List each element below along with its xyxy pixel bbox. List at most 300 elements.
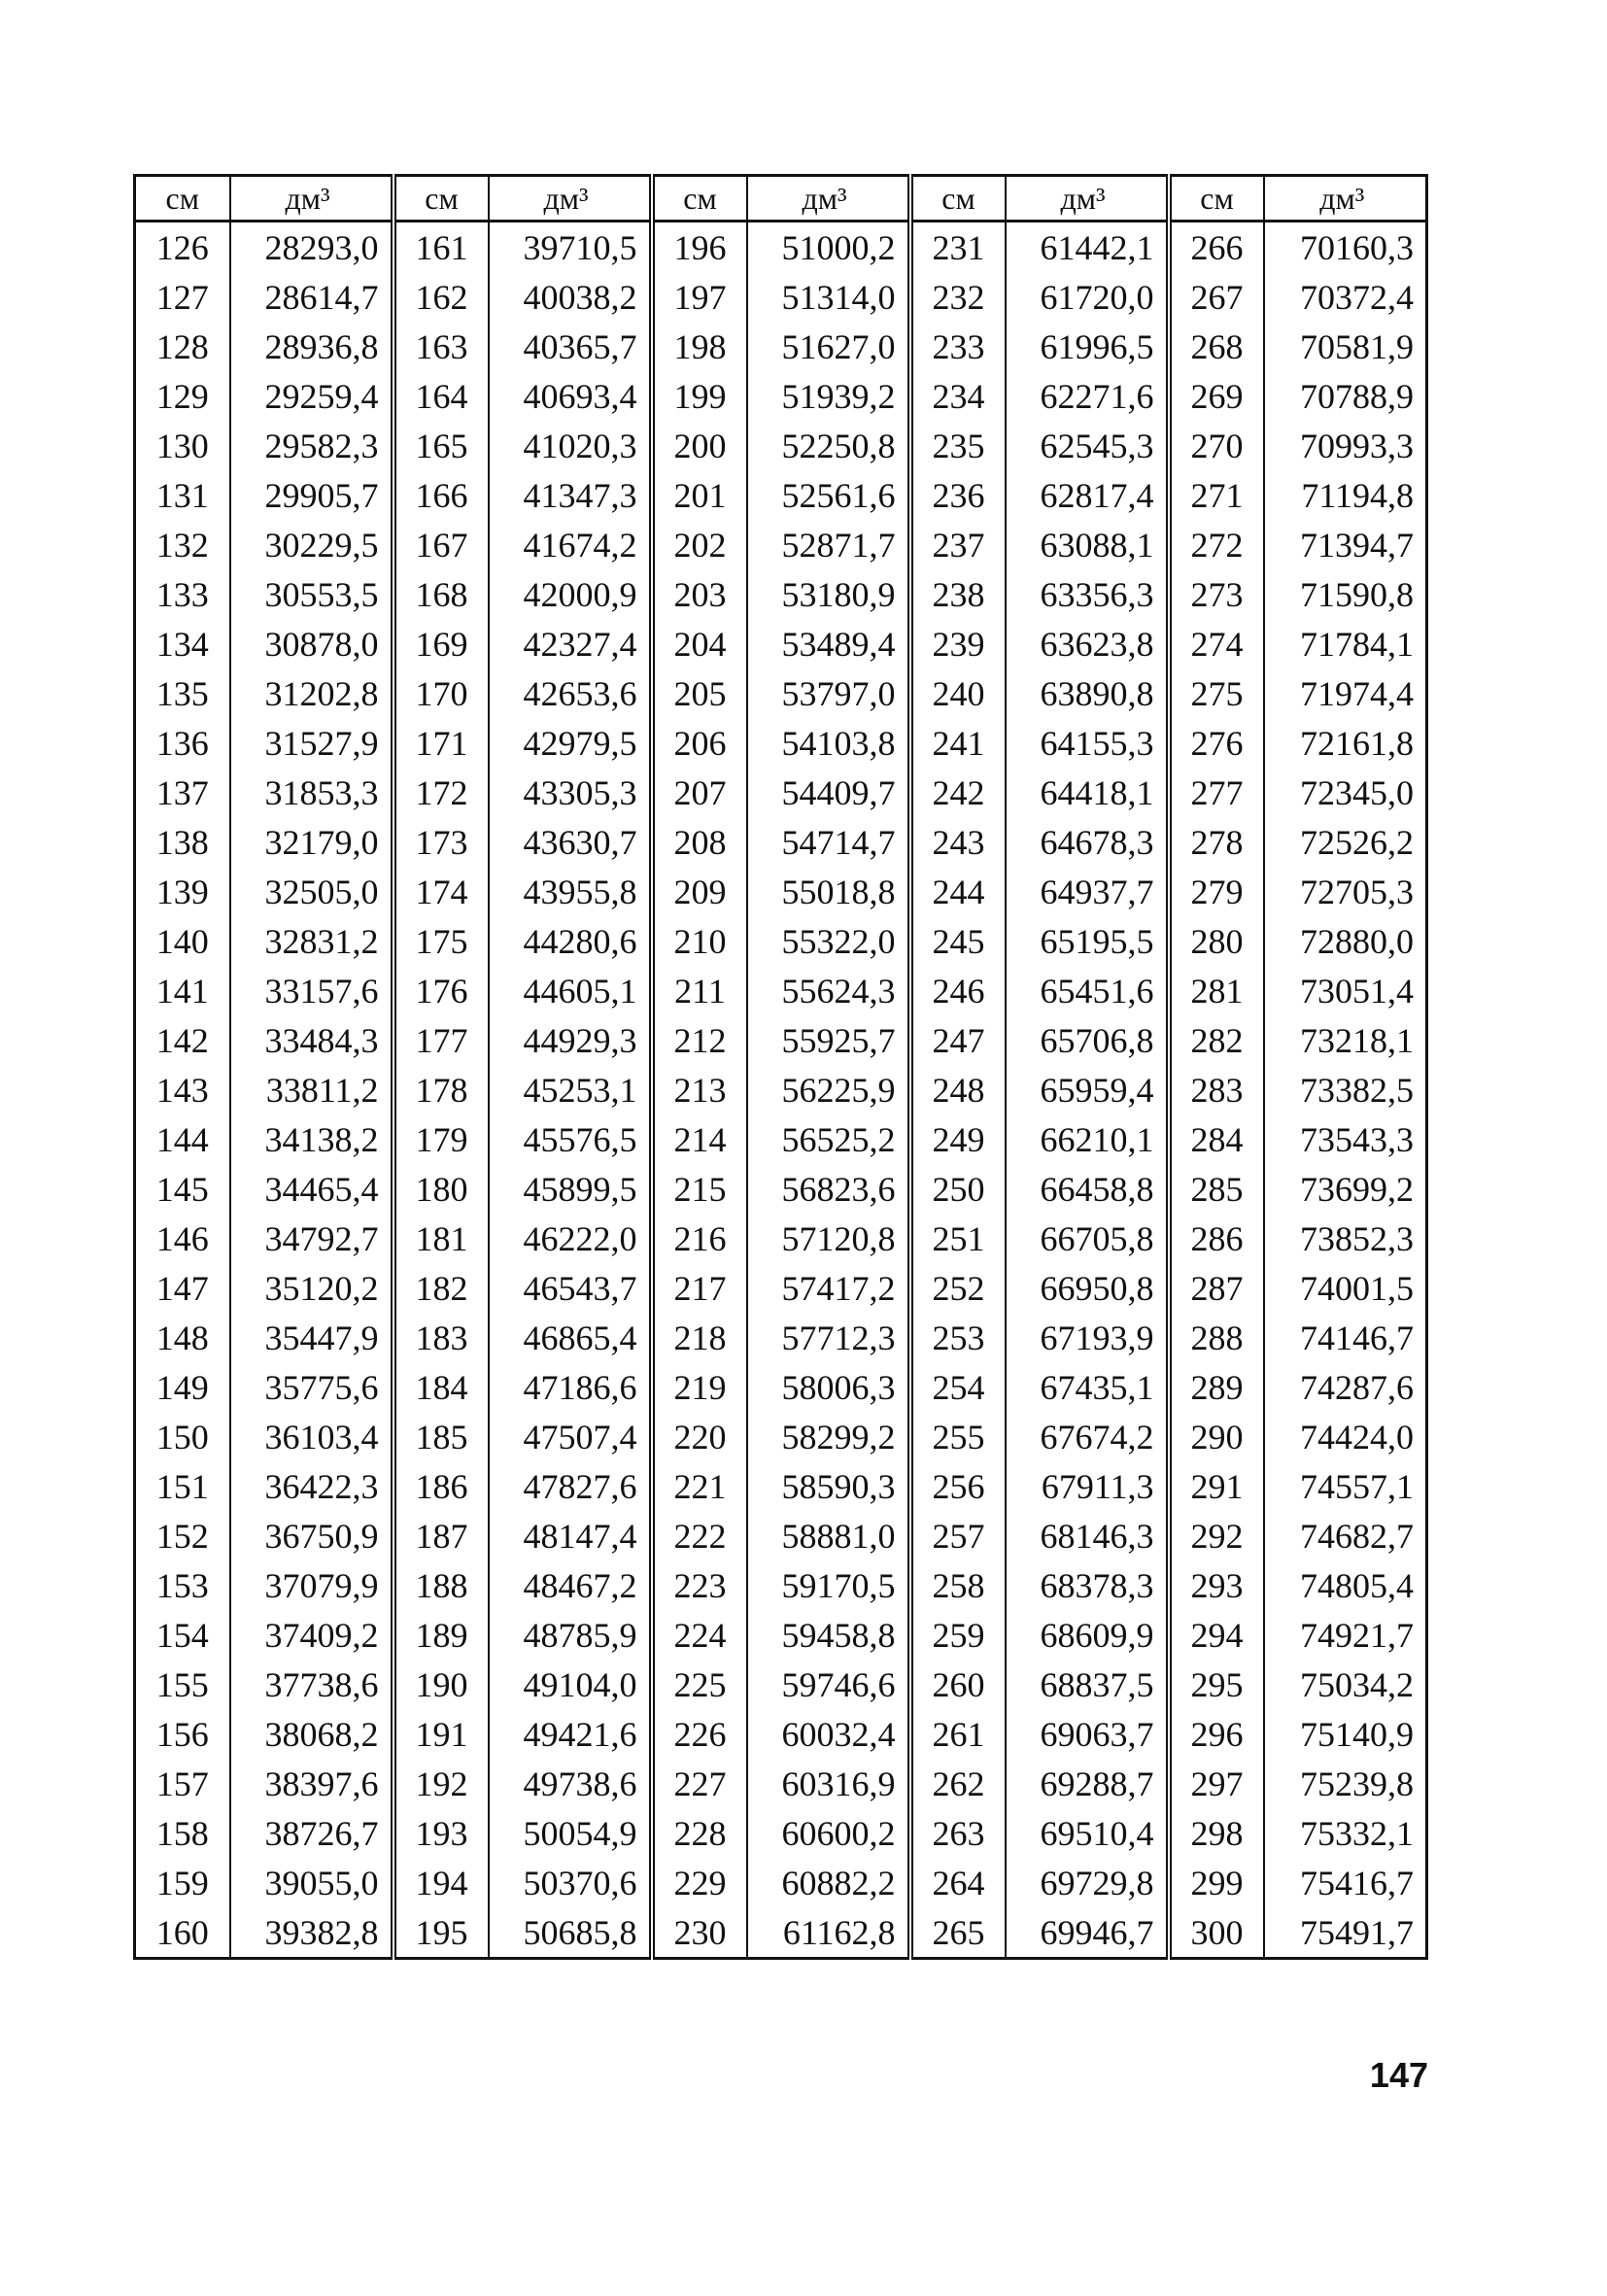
volume-cell: 58299,2	[747, 1412, 910, 1461]
header-cm: см	[910, 176, 1006, 222]
volume-cell: 62271,6	[1006, 371, 1169, 421]
volume-cell: 67435,1	[1006, 1362, 1169, 1412]
volume-cell: 31527,9	[230, 718, 393, 768]
height-cell: 203	[652, 569, 747, 619]
height-cell: 292	[1169, 1511, 1264, 1560]
volume-cell: 43955,8	[489, 867, 652, 916]
header-cm: см	[1169, 176, 1264, 222]
volume-cell: 70788,9	[1264, 371, 1427, 421]
volume-cell: 70160,3	[1264, 222, 1427, 273]
volume-cell: 54103,8	[747, 718, 910, 768]
volume-cell: 32179,0	[230, 817, 393, 867]
height-cell: 216	[652, 1214, 747, 1263]
volume-cell: 68609,9	[1006, 1610, 1169, 1660]
height-cell: 206	[652, 718, 747, 768]
height-cell: 158	[135, 1808, 230, 1858]
volume-cell: 58590,3	[747, 1461, 910, 1511]
volume-cell: 51000,2	[747, 222, 910, 273]
volume-cell: 28614,7	[230, 272, 393, 322]
height-cell: 152	[135, 1511, 230, 1560]
table-row	[135, 272, 1427, 322]
volume-cell: 35447,9	[230, 1313, 393, 1362]
volume-cell: 45899,5	[489, 1164, 652, 1214]
height-cell: 208	[652, 817, 747, 867]
height-cell: 240	[910, 668, 1006, 718]
volume-cell: 49421,6	[489, 1709, 652, 1759]
height-cell: 141	[135, 966, 230, 1015]
volume-cell: 30878,0	[230, 619, 393, 668]
height-cell: 169	[393, 619, 489, 668]
height-cell: 231	[910, 222, 1006, 273]
height-cell: 220	[652, 1412, 747, 1461]
height-cell: 248	[910, 1065, 1006, 1114]
table-row	[135, 1065, 1427, 1114]
volume-cell: 65706,8	[1006, 1015, 1169, 1065]
height-cell: 290	[1169, 1412, 1264, 1461]
volume-cell: 75034,2	[1264, 1660, 1427, 1709]
table-row	[135, 470, 1427, 520]
volume-cell: 59746,6	[747, 1660, 910, 1709]
height-cell: 171	[393, 718, 489, 768]
height-cell: 161	[393, 222, 489, 273]
table-row	[135, 1015, 1427, 1065]
volume-cell: 73543,3	[1264, 1114, 1427, 1164]
volume-cell: 48467,2	[489, 1560, 652, 1610]
volume-cell: 67911,3	[1006, 1461, 1169, 1511]
height-cell: 284	[1169, 1114, 1264, 1164]
volume-cell: 34465,4	[230, 1164, 393, 1214]
height-cell: 265	[910, 1907, 1006, 1959]
height-cell: 174	[393, 867, 489, 916]
volume-cell: 31202,8	[230, 668, 393, 718]
volume-cell: 42327,4	[489, 619, 652, 668]
volume-cell: 39055,0	[230, 1858, 393, 1907]
volume-cell: 69063,7	[1006, 1709, 1169, 1759]
volume-cell: 62817,4	[1006, 470, 1169, 520]
height-cell: 235	[910, 421, 1006, 470]
volume-cell: 46222,0	[489, 1214, 652, 1263]
height-cell: 239	[910, 619, 1006, 668]
height-cell: 230	[652, 1907, 747, 1959]
height-cell: 255	[910, 1412, 1006, 1461]
volume-cell: 44929,3	[489, 1015, 652, 1065]
table-row	[135, 222, 1427, 273]
volume-cell: 70993,3	[1264, 421, 1427, 470]
height-cell: 160	[135, 1907, 230, 1959]
height-cell: 187	[393, 1511, 489, 1560]
height-cell: 130	[135, 421, 230, 470]
volume-cell: 75140,9	[1264, 1709, 1427, 1759]
volume-cell: 40365,7	[489, 322, 652, 371]
height-cell: 155	[135, 1660, 230, 1709]
volume-cell: 48147,4	[489, 1511, 652, 1560]
volume-cell: 59458,8	[747, 1610, 910, 1660]
volume-cell: 72345,0	[1264, 768, 1427, 817]
header-row	[135, 176, 1427, 222]
height-cell: 263	[910, 1808, 1006, 1858]
volume-cell: 32505,0	[230, 867, 393, 916]
header-volume: дм³	[747, 176, 910, 222]
volume-cell: 34792,7	[230, 1214, 393, 1263]
table-row	[135, 520, 1427, 569]
header-volume: дм³	[1264, 176, 1427, 222]
height-cell: 249	[910, 1114, 1006, 1164]
volume-cell: 61162,8	[747, 1907, 910, 1959]
table-row	[135, 867, 1427, 916]
table-row	[135, 569, 1427, 619]
height-cell: 270	[1169, 421, 1264, 470]
height-cell: 135	[135, 668, 230, 718]
page-number: 147	[1369, 2055, 1428, 2095]
height-cell: 193	[393, 1808, 489, 1858]
volume-cell: 52871,7	[747, 520, 910, 569]
height-cell: 211	[652, 966, 747, 1015]
volume-cell: 48785,9	[489, 1610, 652, 1660]
table-header	[135, 176, 1427, 222]
height-cell: 188	[393, 1560, 489, 1610]
volume-cell: 66458,8	[1006, 1164, 1169, 1214]
volume-cell: 70581,9	[1264, 322, 1427, 371]
volume-cell: 29582,3	[230, 421, 393, 470]
volume-cell: 45576,5	[489, 1114, 652, 1164]
volume-cell: 47827,6	[489, 1461, 652, 1511]
height-cell: 293	[1169, 1560, 1264, 1610]
height-cell: 250	[910, 1164, 1006, 1214]
volume-cell: 69946,7	[1006, 1907, 1169, 1959]
volume-cell: 58881,0	[747, 1511, 910, 1560]
volume-cell: 56525,2	[747, 1114, 910, 1164]
height-cell: 243	[910, 817, 1006, 867]
height-cell: 167	[393, 520, 489, 569]
volume-cell: 69729,8	[1006, 1858, 1169, 1907]
volume-cell: 54714,7	[747, 817, 910, 867]
volume-cell: 55322,0	[747, 916, 910, 966]
volume-cell: 49738,6	[489, 1759, 652, 1808]
height-cell: 168	[393, 569, 489, 619]
volume-cell: 36103,4	[230, 1412, 393, 1461]
volume-cell: 61720,0	[1006, 272, 1169, 322]
volume-cell: 71394,7	[1264, 520, 1427, 569]
table-row	[135, 1759, 1427, 1808]
height-cell: 261	[910, 1709, 1006, 1759]
volume-cell: 55925,7	[747, 1015, 910, 1065]
height-cell: 278	[1169, 817, 1264, 867]
height-cell: 233	[910, 322, 1006, 371]
height-cell: 175	[393, 916, 489, 966]
height-cell: 291	[1169, 1461, 1264, 1511]
volume-cell: 72161,8	[1264, 718, 1427, 768]
height-cell: 283	[1169, 1065, 1264, 1114]
table-row	[135, 1660, 1427, 1709]
volume-cell: 74424,0	[1264, 1412, 1427, 1461]
height-cell: 257	[910, 1511, 1006, 1560]
height-cell: 214	[652, 1114, 747, 1164]
volume-cell: 71974,4	[1264, 668, 1427, 718]
volume-cell: 35775,6	[230, 1362, 393, 1412]
volume-cell: 73218,1	[1264, 1015, 1427, 1065]
volume-cell: 64678,3	[1006, 817, 1169, 867]
height-cell: 200	[652, 421, 747, 470]
height-cell: 279	[1169, 867, 1264, 916]
volume-cell: 41020,3	[489, 421, 652, 470]
volume-cell: 30229,5	[230, 520, 393, 569]
height-cell: 277	[1169, 768, 1264, 817]
table-row	[135, 1214, 1427, 1263]
height-cell: 150	[135, 1412, 230, 1461]
table-row	[135, 1610, 1427, 1660]
volume-cell: 73051,4	[1264, 966, 1427, 1015]
volume-cell: 64155,3	[1006, 718, 1169, 768]
volume-cell: 50370,6	[489, 1858, 652, 1907]
volume-cell: 36750,9	[230, 1511, 393, 1560]
volume-cell: 51314,0	[747, 272, 910, 322]
table-row	[135, 817, 1427, 867]
table-row	[135, 1114, 1427, 1164]
height-cell: 197	[652, 272, 747, 322]
height-cell: 195	[393, 1907, 489, 1959]
volume-cell: 35120,2	[230, 1263, 393, 1313]
volume-cell: 47507,4	[489, 1412, 652, 1461]
volume-cell: 41347,3	[489, 470, 652, 520]
volume-cell: 57120,8	[747, 1214, 910, 1263]
volume-cell: 40693,4	[489, 371, 652, 421]
volume-cell: 51627,0	[747, 322, 910, 371]
volume-cell: 53489,4	[747, 619, 910, 668]
volume-cell: 74001,5	[1264, 1263, 1427, 1313]
volume-cell: 47186,6	[489, 1362, 652, 1412]
header-volume: дм³	[489, 176, 652, 222]
height-cell: 181	[393, 1214, 489, 1263]
volume-cell: 72705,3	[1264, 867, 1427, 916]
height-cell: 143	[135, 1065, 230, 1114]
volume-cell: 68146,3	[1006, 1511, 1169, 1560]
height-cell: 204	[652, 619, 747, 668]
volume-cell: 56823,6	[747, 1164, 910, 1214]
height-cell: 183	[393, 1313, 489, 1362]
height-cell: 170	[393, 668, 489, 718]
volume-cell: 58006,3	[747, 1362, 910, 1412]
height-cell: 157	[135, 1759, 230, 1808]
table-row	[135, 1808, 1427, 1858]
height-cell: 285	[1169, 1164, 1264, 1214]
height-cell: 298	[1169, 1808, 1264, 1858]
height-cell: 147	[135, 1263, 230, 1313]
height-cell: 176	[393, 966, 489, 1015]
height-cell: 126	[135, 222, 230, 273]
header-cm: см	[652, 176, 747, 222]
volume-cell: 68837,5	[1006, 1660, 1169, 1709]
table-row	[135, 1907, 1427, 1959]
volume-cell: 52561,6	[747, 470, 910, 520]
volume-cell: 74557,1	[1264, 1461, 1427, 1511]
table-row	[135, 1412, 1427, 1461]
header-cm: см	[393, 176, 489, 222]
volume-cell: 59170,5	[747, 1560, 910, 1610]
volume-cell: 73382,5	[1264, 1065, 1427, 1114]
volume-cell: 72526,2	[1264, 817, 1427, 867]
height-cell: 213	[652, 1065, 747, 1114]
volume-cell: 75491,7	[1264, 1907, 1427, 1959]
height-cell: 210	[652, 916, 747, 966]
height-cell: 179	[393, 1114, 489, 1164]
volume-cell: 42653,6	[489, 668, 652, 718]
volume-cell: 60316,9	[747, 1759, 910, 1808]
height-cell: 296	[1169, 1709, 1264, 1759]
height-cell: 229	[652, 1858, 747, 1907]
volume-cell: 29259,4	[230, 371, 393, 421]
volume-cell: 38397,6	[230, 1759, 393, 1808]
table-row	[135, 916, 1427, 966]
header-volume: дм³	[230, 176, 393, 222]
volume-cell: 63890,8	[1006, 668, 1169, 718]
volume-cell: 55018,8	[747, 867, 910, 916]
height-cell: 260	[910, 1660, 1006, 1709]
height-cell: 236	[910, 470, 1006, 520]
volume-cell: 66705,8	[1006, 1214, 1169, 1263]
height-cell: 244	[910, 867, 1006, 916]
height-cell: 297	[1169, 1759, 1264, 1808]
height-cell: 258	[910, 1560, 1006, 1610]
height-cell: 131	[135, 470, 230, 520]
height-cell: 178	[393, 1065, 489, 1114]
volume-cell: 69510,4	[1006, 1808, 1169, 1858]
height-cell: 149	[135, 1362, 230, 1412]
volume-cell: 56225,9	[747, 1065, 910, 1114]
table-row	[135, 1858, 1427, 1907]
height-cell: 212	[652, 1015, 747, 1065]
volume-cell: 61996,5	[1006, 322, 1169, 371]
height-cell: 164	[393, 371, 489, 421]
volume-cell: 57417,2	[747, 1263, 910, 1313]
height-cell: 139	[135, 867, 230, 916]
height-cell: 272	[1169, 520, 1264, 569]
volume-cell: 45253,1	[489, 1065, 652, 1114]
height-cell: 182	[393, 1263, 489, 1313]
volume-cell: 51939,2	[747, 371, 910, 421]
volume-cell: 68378,3	[1006, 1560, 1169, 1610]
header-cm: см	[135, 176, 230, 222]
height-cell: 144	[135, 1114, 230, 1164]
calibration-table	[133, 174, 1428, 1960]
height-cell: 140	[135, 916, 230, 966]
volume-cell: 49104,0	[489, 1660, 652, 1709]
volume-cell: 75332,1	[1264, 1808, 1427, 1858]
volume-cell: 55624,3	[747, 966, 910, 1015]
height-cell: 286	[1169, 1214, 1264, 1263]
volume-cell: 74682,7	[1264, 1511, 1427, 1560]
volume-cell: 28936,8	[230, 322, 393, 371]
volume-cell: 63088,1	[1006, 520, 1169, 569]
volume-cell: 74921,7	[1264, 1610, 1427, 1660]
height-cell: 228	[652, 1808, 747, 1858]
height-cell: 274	[1169, 619, 1264, 668]
volume-cell: 64937,7	[1006, 867, 1169, 916]
volume-cell: 67674,2	[1006, 1412, 1169, 1461]
height-cell: 202	[652, 520, 747, 569]
volume-cell: 75239,8	[1264, 1759, 1427, 1808]
volume-cell: 63623,8	[1006, 619, 1169, 668]
volume-cell: 50054,9	[489, 1808, 652, 1858]
table-row	[135, 1164, 1427, 1214]
height-cell: 264	[910, 1858, 1006, 1907]
height-cell: 273	[1169, 569, 1264, 619]
height-cell: 251	[910, 1214, 1006, 1263]
height-cell: 198	[652, 322, 747, 371]
volume-cell: 37409,2	[230, 1610, 393, 1660]
table-row	[135, 966, 1427, 1015]
volume-cell: 75416,7	[1264, 1858, 1427, 1907]
volume-cell: 65451,6	[1006, 966, 1169, 1015]
height-cell: 128	[135, 322, 230, 371]
height-cell: 215	[652, 1164, 747, 1214]
table-row	[135, 718, 1427, 768]
volume-cell: 44605,1	[489, 966, 652, 1015]
table-row	[135, 1461, 1427, 1511]
height-cell: 281	[1169, 966, 1264, 1015]
height-cell: 242	[910, 768, 1006, 817]
volume-cell: 40038,2	[489, 272, 652, 322]
height-cell: 300	[1169, 1907, 1264, 1959]
height-cell: 156	[135, 1709, 230, 1759]
volume-cell: 73699,2	[1264, 1164, 1427, 1214]
volume-cell: 33484,3	[230, 1015, 393, 1065]
height-cell: 146	[135, 1214, 230, 1263]
volume-cell: 71194,8	[1264, 470, 1427, 520]
height-cell: 223	[652, 1560, 747, 1610]
volume-cell: 60600,2	[747, 1808, 910, 1858]
height-cell: 282	[1169, 1015, 1264, 1065]
table-row	[135, 768, 1427, 817]
volume-cell: 28293,0	[230, 222, 393, 273]
volume-cell: 53180,9	[747, 569, 910, 619]
volume-cell: 33811,2	[230, 1065, 393, 1114]
height-cell: 234	[910, 371, 1006, 421]
volume-cell: 74146,7	[1264, 1313, 1427, 1362]
height-cell: 184	[393, 1362, 489, 1412]
volume-cell: 53797,0	[747, 668, 910, 718]
height-cell: 159	[135, 1858, 230, 1907]
height-cell: 153	[135, 1560, 230, 1610]
height-cell: 151	[135, 1461, 230, 1511]
volume-cell: 52250,8	[747, 421, 910, 470]
height-cell: 247	[910, 1015, 1006, 1065]
volume-cell: 43305,3	[489, 768, 652, 817]
height-cell: 192	[393, 1759, 489, 1808]
height-cell: 154	[135, 1610, 230, 1660]
height-cell: 276	[1169, 718, 1264, 768]
table-row	[135, 421, 1427, 470]
volume-cell: 57712,3	[747, 1313, 910, 1362]
table-row	[135, 1263, 1427, 1313]
height-cell: 224	[652, 1610, 747, 1660]
volume-cell: 74805,4	[1264, 1560, 1427, 1610]
height-cell: 199	[652, 371, 747, 421]
height-cell: 217	[652, 1263, 747, 1313]
height-cell: 289	[1169, 1362, 1264, 1412]
height-cell: 137	[135, 768, 230, 817]
height-cell: 163	[393, 322, 489, 371]
volume-cell: 62545,3	[1006, 421, 1169, 470]
table-row	[135, 322, 1427, 371]
height-cell: 267	[1169, 272, 1264, 322]
volume-cell: 44280,6	[489, 916, 652, 966]
volume-cell: 42979,5	[489, 718, 652, 768]
volume-cell: 46865,4	[489, 1313, 652, 1362]
height-cell: 177	[393, 1015, 489, 1065]
height-cell: 196	[652, 222, 747, 273]
height-cell: 280	[1169, 916, 1264, 966]
height-cell: 225	[652, 1660, 747, 1709]
